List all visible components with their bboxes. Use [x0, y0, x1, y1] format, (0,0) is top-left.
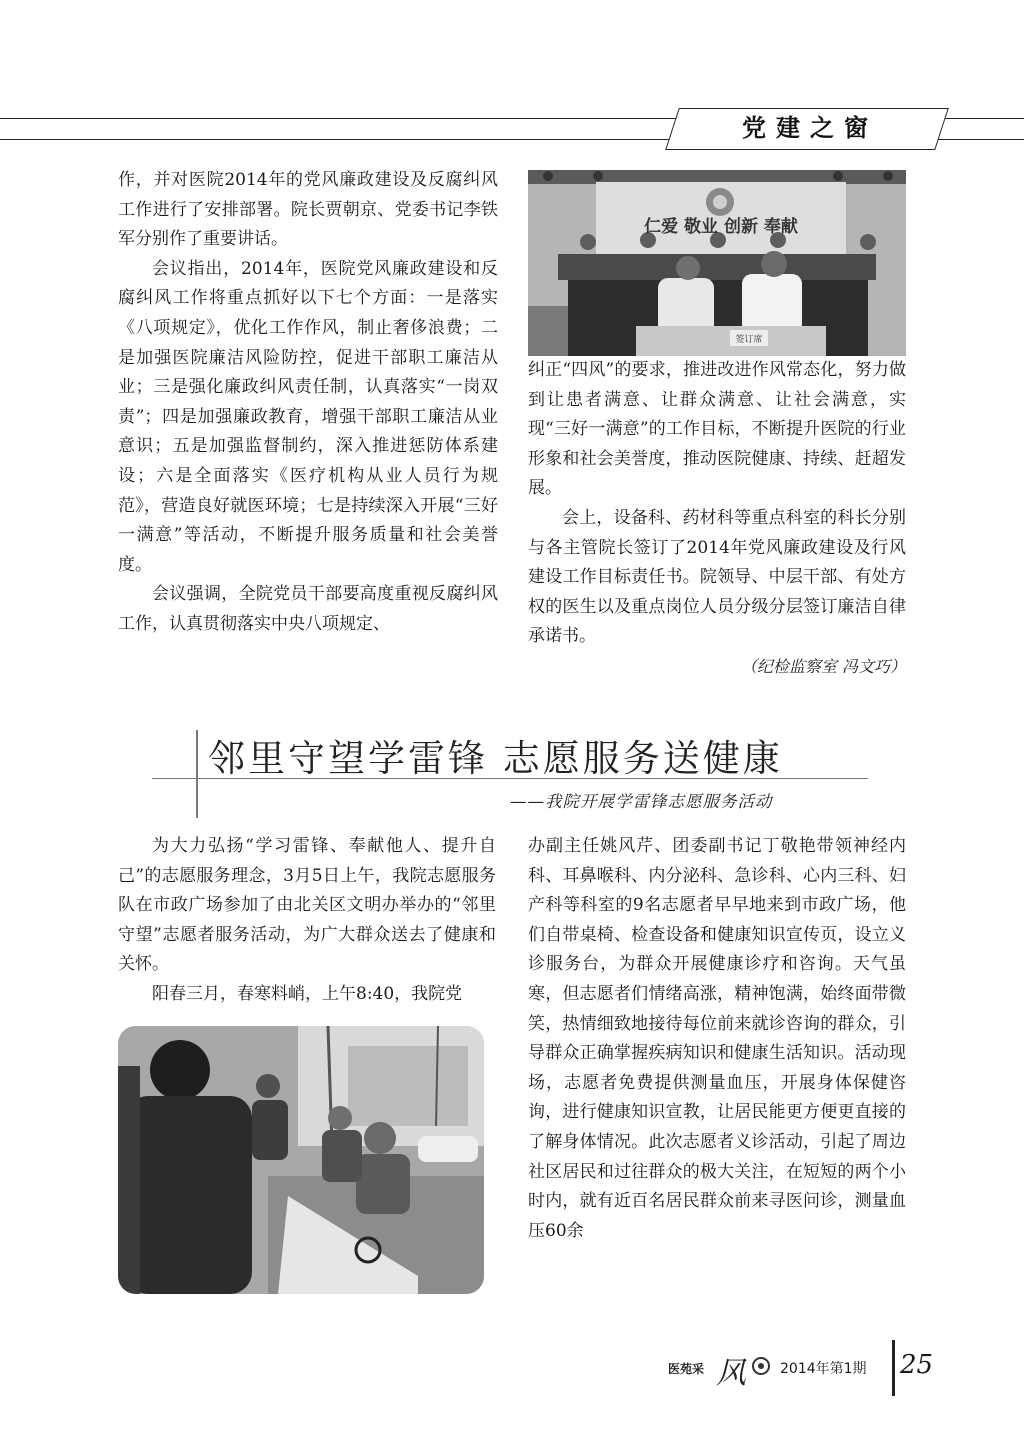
hospital-logo-icon — [752, 1357, 770, 1375]
article2-left-column — [118, 832, 496, 1010]
paragraph: 阳春三月，春寒料峭，上午8:40，我院党 — [152, 983, 463, 1004]
paragraph: 纠正“四风”的要求，推进改进作风常态化，努力做到让患者满意、让群众满意、让社会满意，实现“三好一满意”的工作目标，不断提升医院的行业形象和社会美誉度，推动医院健康、持续、赶超发展。 — [528, 360, 906, 499]
signing-ceremony-photo — [528, 170, 906, 356]
article2-right-column — [528, 832, 906, 1246]
paragraph: 作，并对医院2014年的党风廉政建设及反腐纠风工作进行了安排部署。院长贾朝京、党委书记李铁军分别作了重要讲话。 — [118, 170, 498, 250]
title-vertical-rule — [196, 730, 198, 818]
article2-title: 邻里守望学雷锋 志愿服务送健康 — [208, 737, 783, 780]
volunteer-clinic-photo — [118, 1026, 484, 1294]
paragraph: 会议强调，全院党员干部要高度重视反腐纠风工作，认真贯彻落实中央八项规定、 — [118, 584, 498, 634]
article2-subtitle: ——我院开展学雷锋志愿服务活动 — [510, 792, 773, 811]
page-number: 25 — [900, 1350, 934, 1380]
footer-issue: 2014年第1期 — [780, 1361, 867, 1377]
paragraph: 为大力弘扬“学习雷锋、奉献他人、提升自己”的志愿服务理念，3月5日上午，我院志愿服务队在市政广场参加了由北关区文明办举办的“邻里守望”志愿者服务活动，为广大群众送去了健康和关怀。 — [118, 836, 496, 975]
paragraph: 会议指出，2014年，医院党风廉政建设和反腐纠风工作将重点抓好以下七个方面：一是落实《八项规定》，优化工作作风，制止奢侈浪费；二是加强医院廉洁风险防控，促进干部职工廉洁从业；三是强化廉政纠风责任制，认真落实“一岗双责”；四是加强廉政教育，增强干部职工廉洁从业意识；五是加强监督制约，深入推进惩防体系建设；六是全面落实《医疗机构从业人员行为规范》，营造良好就医环境；七是持续深入开展“三好一满意”等活动，不断提升服务质量和社会美誉度。 — [118, 258, 498, 575]
article1-signature: （纪检监察室 冯文巧） — [740, 656, 906, 676]
section-title: 党建之窗 — [742, 114, 878, 142]
article1-left-column — [118, 166, 498, 640]
photo-banner-text: 仁爱 敬业 创新 奉献 — [644, 217, 798, 237]
footer-magazine-name: 医苑采 — [668, 1362, 705, 1376]
footer-divider — [892, 1340, 895, 1396]
article1-right-column — [528, 356, 906, 682]
footer-magazine-char: 风 — [716, 1356, 746, 1391]
signing-ceremony-illustration — [528, 170, 906, 356]
paragraph: 办副主任姚风芹、团委副书记丁敬艳带领神经内科、耳鼻喉科、内分泌科、急诊科、心内三科、妇产科等科室的9名志愿者早早地来到市政广场，他们自带桌椅、检查设备和健康知识宣传页，设立义诊服务台，为群众开展健康诊疗和咨询。天气虽寒，但志愿者们情绪高涨，精神饱满，始终面带微笑，热情细致地接待每位前来就诊咨询的群众，引导群众正确掌握疾病知识和健康生活知识。活动现场，志愿者免费提供测量血压，开展身体保健咨询，进行健康知识宣教，让居民能更方便更直接的了解身体情况。此次志愿者义诊活动，引起了周边社区居民和过往群众的极大关注，在短短的两个小时内，就有近百名居民群众前来寻医问诊，测量血压60余 — [528, 836, 906, 1241]
photo-table-card: 签订席 — [735, 335, 763, 345]
paragraph: 会上，设备科、药材科等重点科室的科长分别与各主管院长签订了2014年党风廉政建设及行风建设工作目标责任书。院领导、中层干部、有处方权的医生以及重点岗位人员分级分层签订廉洁自律承诺书。 — [528, 507, 906, 647]
volunteer-clinic-illustration — [118, 1026, 484, 1294]
